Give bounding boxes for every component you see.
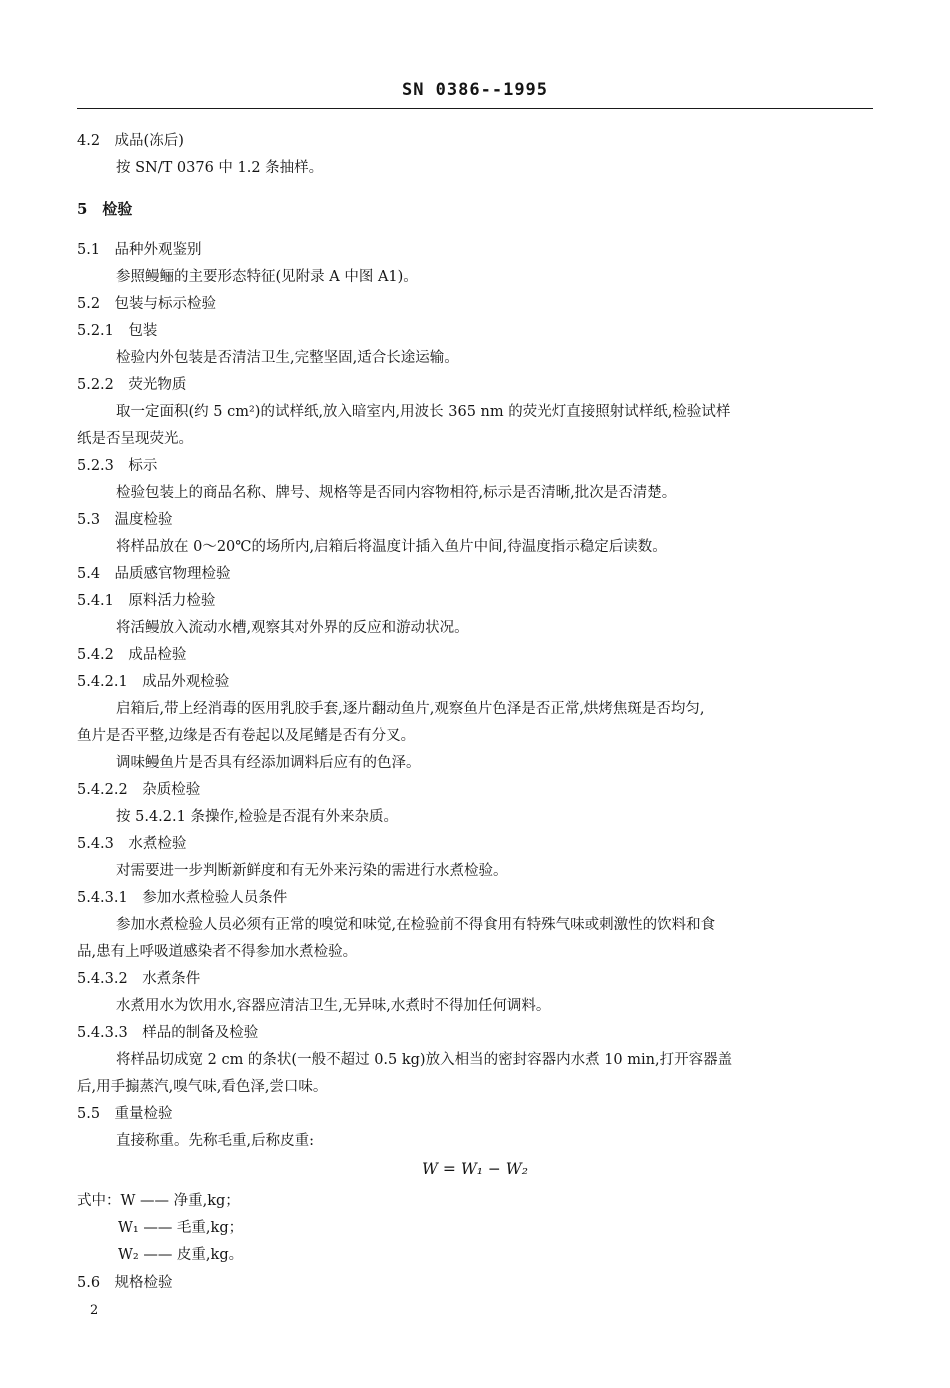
paragraph: 参加水煮检验人员必须有正常的嗅觉和味觉,在检验前不得食用有特殊气味或刺激性的饮料和食 [116, 917, 716, 933]
paragraph: 检验内外包装是否清洁卫生,完整坚固,适合长途运输。 [116, 350, 459, 366]
heading-5-4-2: 5.4.2 成品检验 [77, 647, 187, 663]
heading-5-4-1: 5.4.1 原料活力检验 [77, 593, 216, 609]
formula-where-w2: W₂ —— 皮重,kg。 [118, 1247, 244, 1263]
paragraph: 参照鳗鲡的主要形态特征(见附录 A 中图 A1)。 [116, 269, 418, 285]
paragraph-continuation: 品,患有上呼吸道感染者不得参加水煮检验。 [77, 944, 358, 960]
paragraph: 调味鳗鱼片是否具有经添加调料后应有的色泽。 [116, 755, 421, 771]
heading-5-4: 5.4 品质感官物理检验 [77, 566, 231, 582]
paragraph: 将活鳗放入流动水槽,观察其对外界的反应和游动状况。 [116, 620, 469, 636]
page-number: 2 [90, 1303, 99, 1318]
formula-where-w1: W₁ —— 毛重,kg； [118, 1220, 244, 1236]
formula-net-weight: W = W₁ − W₂ [422, 1160, 528, 1178]
paragraph: 将样品切成宽 2 cm 的条状(一般不超过 0.5 kg)放入相当的密封容器内水煮 10 min,打开容器盖 [116, 1052, 733, 1068]
heading-5-4-3-3: 5.4.3.3 样品的制备及检验 [77, 1025, 259, 1041]
heading-5-5: 5.5 重量检验 [77, 1106, 173, 1122]
heading-4-2: 4.2 成品(冻后) [77, 133, 184, 149]
heading-5-2-1: 5.2.1 包装 [77, 323, 158, 339]
header-rule [77, 108, 873, 109]
paragraph: 按 5.4.2.1 条操作,检验是否混有外来杂质。 [116, 809, 399, 825]
paragraph-continuation: 纸是否呈现荧光。 [77, 431, 193, 447]
heading-5-4-3-2: 5.4.3.2 水煮条件 [77, 971, 201, 987]
paragraph: 水煮用水为饮用水,容器应清洁卫生,无异味,水煮时不得加任何调料。 [116, 998, 551, 1014]
paragraph: 检验包装上的商品名称、牌号、规格等是否同内容物相符,标示是否清晰,批次是否清楚。 [116, 485, 677, 501]
heading-5-2: 5.2 包装与标示检验 [77, 296, 217, 312]
heading-5-1: 5.1 品种外观鉴别 [77, 242, 202, 258]
heading-5-2-2: 5.2.2 荧光物质 [77, 377, 187, 393]
heading-5: 5 检验 [77, 200, 133, 218]
heading-5-4-3-1: 5.4.3.1 参加水煮检验人员条件 [77, 890, 288, 906]
paragraph-continuation: 后,用手搧蒸汽,嗅气味,看色泽,尝口味。 [77, 1079, 328, 1095]
paragraph: 将样品放在 0～20℃的场所内,启箱后将温度计插入鱼片中间,待温度指示稳定后读数。 [116, 539, 667, 555]
paragraph: 对需要进一步判断新鲜度和有无外来污染的需进行水煮检验。 [116, 863, 508, 879]
heading-5-3: 5.3 温度检验 [77, 512, 173, 528]
paragraph: 直接称重。先称毛重,后称皮重: [116, 1133, 314, 1149]
heading-5-2-3: 5.2.3 标示 [77, 458, 158, 474]
heading-5-6: 5.6 规格检验 [77, 1275, 173, 1291]
header-standard-number: SN 0386--1995 [401, 80, 549, 100]
paragraph: 取一定面积(约 5 cm²)的试样纸,放入暗室内,用波长 365 nm 的荧光灯直接照射试样纸,检验试样 [116, 404, 731, 420]
heading-5-4-2-1: 5.4.2.1 成品外观检验 [77, 674, 230, 690]
paragraph: 启箱后,带上经消毒的医用乳胶手套,逐片翻动鱼片,观察鱼片色泽是否正常,烘烤焦斑是否均匀, [116, 701, 705, 717]
heading-5-4-2-2: 5.4.2.2 杂质检验 [77, 782, 201, 798]
formula-where-w: 式中：W —— 净重,kg； [77, 1193, 240, 1209]
heading-5-4-3: 5.4.3 水煮检验 [77, 836, 187, 852]
paragraph-continuation: 鱼片是否平整,边缘是否有卷起以及尾鳍是否有分叉。 [77, 728, 416, 744]
paragraph: 按 SN/T 0376 中 1.2 条抽样。 [116, 160, 324, 176]
